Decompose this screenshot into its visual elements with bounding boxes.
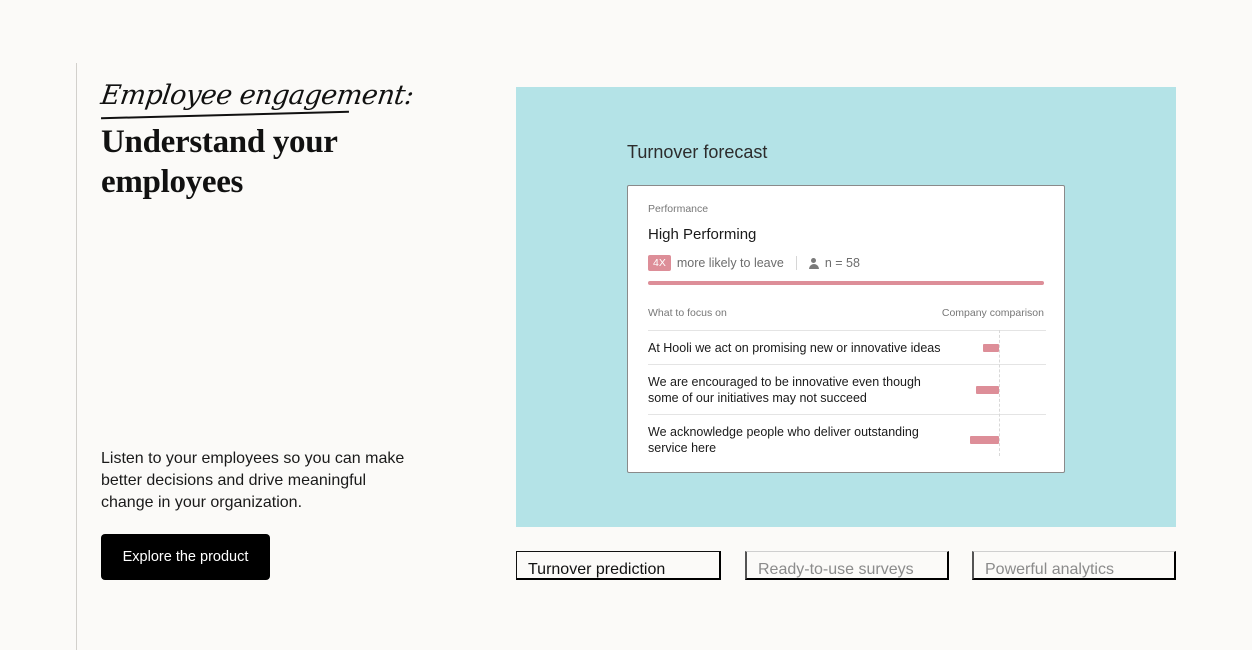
- tab-turnover-prediction[interactable]: Turnover prediction: [516, 551, 721, 580]
- focus-row: [648, 330, 1046, 364]
- page-headline: Understand your employees: [101, 124, 338, 200]
- likelihood-bar: [648, 281, 1044, 285]
- comparison-axis: [999, 330, 1000, 456]
- comparison-header: Company comparison: [941, 307, 1044, 319]
- focus-row-text: At Hooli we act on promising new or innovative ideas: [648, 340, 941, 355]
- focus-row: [648, 414, 1046, 464]
- explore-product-button[interactable]: Explore the product: [101, 534, 270, 580]
- eyebrow-title: Employee engagement:: [98, 80, 416, 111]
- forecast-title: Turnover forecast: [627, 142, 768, 162]
- comparison-bar: [983, 344, 999, 352]
- performance-title: High Performing: [648, 226, 757, 243]
- focus-row: [648, 364, 1046, 414]
- focus-row-text: We acknowledge people who deliver outstanding service here: [648, 424, 919, 455]
- focus-list: [648, 330, 1046, 464]
- forecast-card: [627, 185, 1065, 473]
- comparison-bar: [976, 386, 999, 394]
- stats-separator: [796, 256, 797, 270]
- focus-row-text: We are encouraged to be innovative even though some of our initiatives may not succeed: [648, 374, 921, 405]
- intro-section: [98, 76, 431, 202]
- leave-stats: [648, 255, 860, 271]
- tab-powerful-analytics[interactable]: Powerful analytics: [972, 551, 1176, 580]
- comparison-bar: [970, 436, 999, 444]
- performance-label: Performance: [648, 203, 709, 215]
- sample-size: n = 58: [824, 256, 860, 270]
- person-icon: [809, 258, 819, 269]
- intro-description: Listen to your employees so you can make better decisions and drive meaningful change in your organization.: [101, 450, 405, 511]
- multiplier-badge: 4X: [648, 255, 671, 271]
- feature-tabs: [516, 551, 1176, 581]
- focus-header: What to focus on: [648, 307, 727, 319]
- left-divider-line: [76, 63, 77, 650]
- tab-ready-to-use-surveys[interactable]: Ready-to-use surveys: [745, 551, 949, 580]
- hero-panel: [516, 87, 1176, 527]
- likelihood-text: more likely to leave: [676, 256, 784, 270]
